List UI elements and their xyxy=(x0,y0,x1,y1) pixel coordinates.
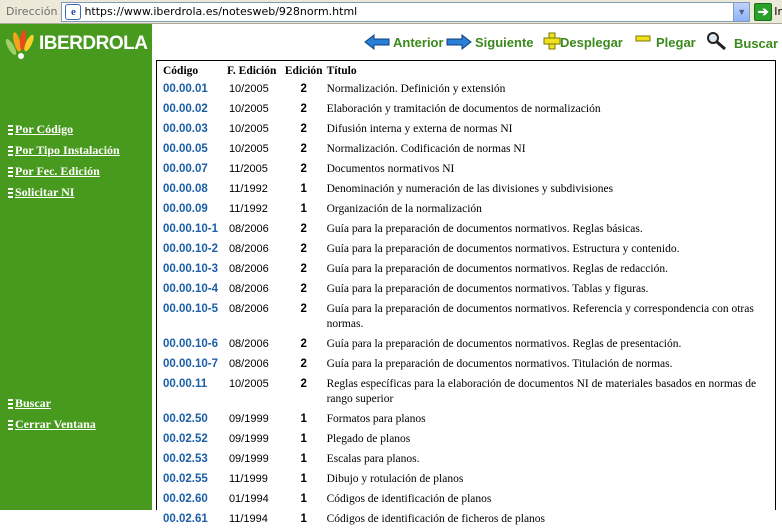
edition-cell: 2 xyxy=(300,123,307,135)
siguiente-label: Siguiente xyxy=(475,35,534,50)
edition-cell: 2 xyxy=(300,283,307,295)
date-cell: 10/2005 xyxy=(228,123,269,135)
bullet-icon xyxy=(8,420,13,430)
bullet-icon xyxy=(8,399,13,409)
minus-icon xyxy=(636,34,652,50)
edition-cell: 1 xyxy=(300,203,307,215)
date-cell: 08/2006 xyxy=(228,223,269,235)
date-cell: 08/2006 xyxy=(228,263,269,275)
title-cell: Guía para la preparación de documentos normativos. Estructura y contenido. xyxy=(326,243,680,255)
header-edicion: Edición xyxy=(284,65,323,77)
bullet-icon xyxy=(8,188,13,198)
date-cell: 08/2006 xyxy=(228,243,269,255)
sidebar-item-label: Solicitar NI xyxy=(15,185,75,199)
title-cell: Códigos de identificación de ficheros de planos xyxy=(326,513,546,525)
title-cell: Organización de la normalización xyxy=(326,203,482,215)
code-link[interactable]: 00.00.03 xyxy=(163,123,208,135)
edition-cell: 2 xyxy=(300,303,307,315)
code-link[interactable]: 00.02.52 xyxy=(163,433,208,445)
edition-cell: 2 xyxy=(300,223,307,235)
table-row xyxy=(161,140,775,160)
date-cell: 09/1999 xyxy=(228,453,269,465)
sidebar-item-buscar[interactable] xyxy=(8,396,51,411)
address-url[interactable]: https://www.iberdrola.es/notesweb/928norm.html xyxy=(84,5,358,18)
plus-icon xyxy=(544,32,560,50)
edition-cell: 2 xyxy=(300,143,307,155)
go-arrow-icon[interactable]: ➔ xyxy=(754,3,772,21)
title-cell: Códigos de identificación de planos xyxy=(326,493,492,505)
date-cell: 10/2005 xyxy=(228,103,269,115)
norms-table-container xyxy=(156,60,776,525)
title-cell: Elaboración y tramitación de documentos de normalización xyxy=(326,103,601,115)
edition-cell: 2 xyxy=(300,243,307,255)
table-row xyxy=(161,240,775,260)
header-fecha: F. Edición xyxy=(226,65,277,77)
plegar-label: Plegar xyxy=(656,35,696,50)
edition-cell: 2 xyxy=(300,163,307,175)
date-cell: 10/2005 xyxy=(228,83,269,95)
code-link[interactable]: 00.00.10-4 xyxy=(163,283,218,295)
date-cell: 09/1999 xyxy=(228,433,269,445)
edition-cell: 2 xyxy=(300,103,307,115)
table-row xyxy=(161,470,775,490)
edition-cell: 2 xyxy=(300,358,307,370)
date-cell: 08/2006 xyxy=(228,303,269,315)
title-cell: Formatos para planos xyxy=(326,413,426,425)
code-link[interactable]: 00.00.10-2 xyxy=(163,243,218,255)
edition-cell: 2 xyxy=(300,263,307,275)
header-codigo: Código xyxy=(163,65,199,77)
table-row xyxy=(161,300,775,335)
magnifier-icon xyxy=(706,31,728,51)
table-row xyxy=(161,280,775,300)
plegar-button[interactable] xyxy=(636,34,696,50)
go-button[interactable]: Ir xyxy=(774,5,782,18)
table-row xyxy=(161,450,775,470)
address-input[interactable] xyxy=(61,2,750,22)
date-cell: 08/2006 xyxy=(228,338,269,350)
table-row xyxy=(161,160,775,180)
code-link[interactable]: 00.00.10-6 xyxy=(163,338,218,350)
table-row xyxy=(161,375,775,410)
code-link[interactable]: 00.00.08 xyxy=(163,183,208,195)
code-link[interactable]: 00.00.01 xyxy=(163,83,208,95)
table-row xyxy=(161,220,775,240)
sidebar-item-label: Por Código xyxy=(15,122,74,136)
table-row xyxy=(161,200,775,220)
page-icon: e xyxy=(65,4,81,20)
sidebar-item-por-fec-edicion[interactable] xyxy=(8,164,100,179)
title-cell: Reglas específicas para la elaboración de documentos NI de materiales basados en normas de rango superior xyxy=(326,378,757,405)
header-titulo: Título xyxy=(326,65,357,77)
chevron-down-icon[interactable]: ▼ xyxy=(733,3,749,21)
sidebar-item-cerrar-ventana[interactable] xyxy=(8,417,96,432)
title-cell: Documentos normativos NI xyxy=(326,163,455,175)
desplegar-button[interactable] xyxy=(544,32,623,50)
desplegar-label: Desplegar xyxy=(560,35,623,50)
anterior-button[interactable] xyxy=(364,34,444,50)
code-link[interactable]: 00.00.10-3 xyxy=(163,263,218,275)
date-cell: 08/2006 xyxy=(228,283,269,295)
sidebar xyxy=(0,24,152,510)
title-cell: Guía para la preparación de documentos normativos. Reglas básicas. xyxy=(326,223,643,235)
table-row xyxy=(161,490,775,510)
edition-cell: 1 xyxy=(300,413,307,425)
title-cell: Guía para la preparación de documentos normativos. Reglas de redacción. xyxy=(326,263,668,275)
address-bar xyxy=(0,0,782,24)
logo-text: IBERDROLA xyxy=(39,33,148,54)
title-cell: Guía para la preparación de documentos normativos. Reglas de presentación. xyxy=(326,338,682,350)
sidebar-item-label: Por Fec. Edición xyxy=(15,164,100,178)
sidebar-item-solicitar-ni[interactable] xyxy=(8,185,74,200)
date-cell: 01/1994 xyxy=(228,493,269,505)
code-link[interactable]: 00.00.11 xyxy=(163,378,208,390)
date-cell: 11/1994 xyxy=(228,513,268,525)
date-cell: 11/1992 xyxy=(228,203,268,215)
toolbar xyxy=(152,24,782,60)
arrow-left-icon xyxy=(364,34,390,50)
code-link[interactable]: 00.00.02 xyxy=(163,103,208,115)
code-link[interactable]: 00.02.60 xyxy=(163,493,208,505)
code-link[interactable]: 00.00.10-7 xyxy=(163,358,218,370)
sidebar-item-label: Cerrar Ventana xyxy=(15,417,96,431)
table-row xyxy=(161,510,775,530)
title-cell: Denominación y numeración de las divisiones y subdivisiones xyxy=(326,183,614,195)
edition-cell: 1 xyxy=(300,183,307,195)
date-cell: 11/2005 xyxy=(228,163,268,175)
table-row xyxy=(161,120,775,140)
title-cell: Difusión interna y externa de normas NI xyxy=(326,123,513,135)
title-cell: Guía para la preparación de documentos normativos. Titulación de normas. xyxy=(326,358,673,370)
date-cell: 09/1999 xyxy=(228,413,269,425)
sidebar-item-por-tipo-instalacion[interactable] xyxy=(8,143,120,158)
code-link[interactable]: 00.00.10-1 xyxy=(163,223,218,235)
table-header-row xyxy=(161,63,775,80)
bullet-icon xyxy=(8,167,13,177)
code-link[interactable]: 00.00.09 xyxy=(163,203,208,215)
sidebar-item-label: Buscar xyxy=(15,396,51,410)
edition-cell: 2 xyxy=(300,338,307,350)
iberdrola-leaf-icon xyxy=(4,27,38,61)
code-link[interactable]: 00.02.53 xyxy=(163,453,208,465)
buscar-label: Buscar xyxy=(734,36,779,51)
table-row xyxy=(161,180,775,200)
buscar-button[interactable] xyxy=(706,31,778,51)
logo xyxy=(4,26,147,62)
sidebar-item-por-codigo[interactable] xyxy=(8,122,73,137)
edition-cell: 1 xyxy=(300,513,307,525)
code-link[interactable]: 00.00.05 xyxy=(163,143,208,155)
code-link[interactable]: 00.00.10-5 xyxy=(163,303,218,315)
table-row xyxy=(161,410,775,430)
title-cell: Guía para la preparación de documentos normativos. Referencia y correspondencia con otras normas. xyxy=(326,303,754,330)
title-cell: Plegado de planos xyxy=(326,433,411,445)
table-row xyxy=(161,355,775,375)
bullet-icon xyxy=(8,125,13,135)
address-label: Dirección xyxy=(6,5,58,18)
code-link[interactable]: 00.02.61 xyxy=(163,513,208,525)
arrow-right-icon xyxy=(446,34,472,50)
table-row xyxy=(161,80,775,100)
norms-table xyxy=(161,63,775,530)
date-cell: 10/2005 xyxy=(228,378,269,390)
date-cell: 10/2005 xyxy=(228,143,269,155)
date-cell: 11/1992 xyxy=(228,183,268,195)
table-row xyxy=(161,260,775,280)
table-row xyxy=(161,335,775,355)
table-row xyxy=(161,430,775,450)
code-link[interactable]: 00.02.50 xyxy=(163,413,208,425)
sidebar-item-label: Por Tipo Instalación xyxy=(15,143,120,157)
title-cell: Normalización. Definición y extensión xyxy=(326,83,506,95)
edition-cell: 2 xyxy=(300,83,307,95)
date-cell: 08/2006 xyxy=(228,358,269,370)
anterior-label: Anterior xyxy=(393,35,444,50)
edition-cell: 1 xyxy=(300,433,307,445)
edition-cell: 2 xyxy=(300,378,307,390)
title-cell: Dibujo y rotulación de planos xyxy=(326,473,464,485)
code-link[interactable]: 00.00.07 xyxy=(163,163,208,175)
code-link[interactable]: 00.02.55 xyxy=(163,473,208,485)
table-row xyxy=(161,100,775,120)
title-cell: Guía para la preparación de documentos normativos. Tablas y figuras. xyxy=(326,283,649,295)
title-cell: Normalización. Codificación de normas NI xyxy=(326,143,526,155)
edition-cell: 1 xyxy=(300,473,307,485)
bullet-icon xyxy=(8,146,13,156)
edition-cell: 1 xyxy=(300,493,307,505)
siguiente-button[interactable] xyxy=(446,34,534,50)
date-cell: 11/1999 xyxy=(228,473,268,485)
title-cell: Escalas para planos. xyxy=(326,453,420,465)
edition-cell: 1 xyxy=(300,453,307,465)
